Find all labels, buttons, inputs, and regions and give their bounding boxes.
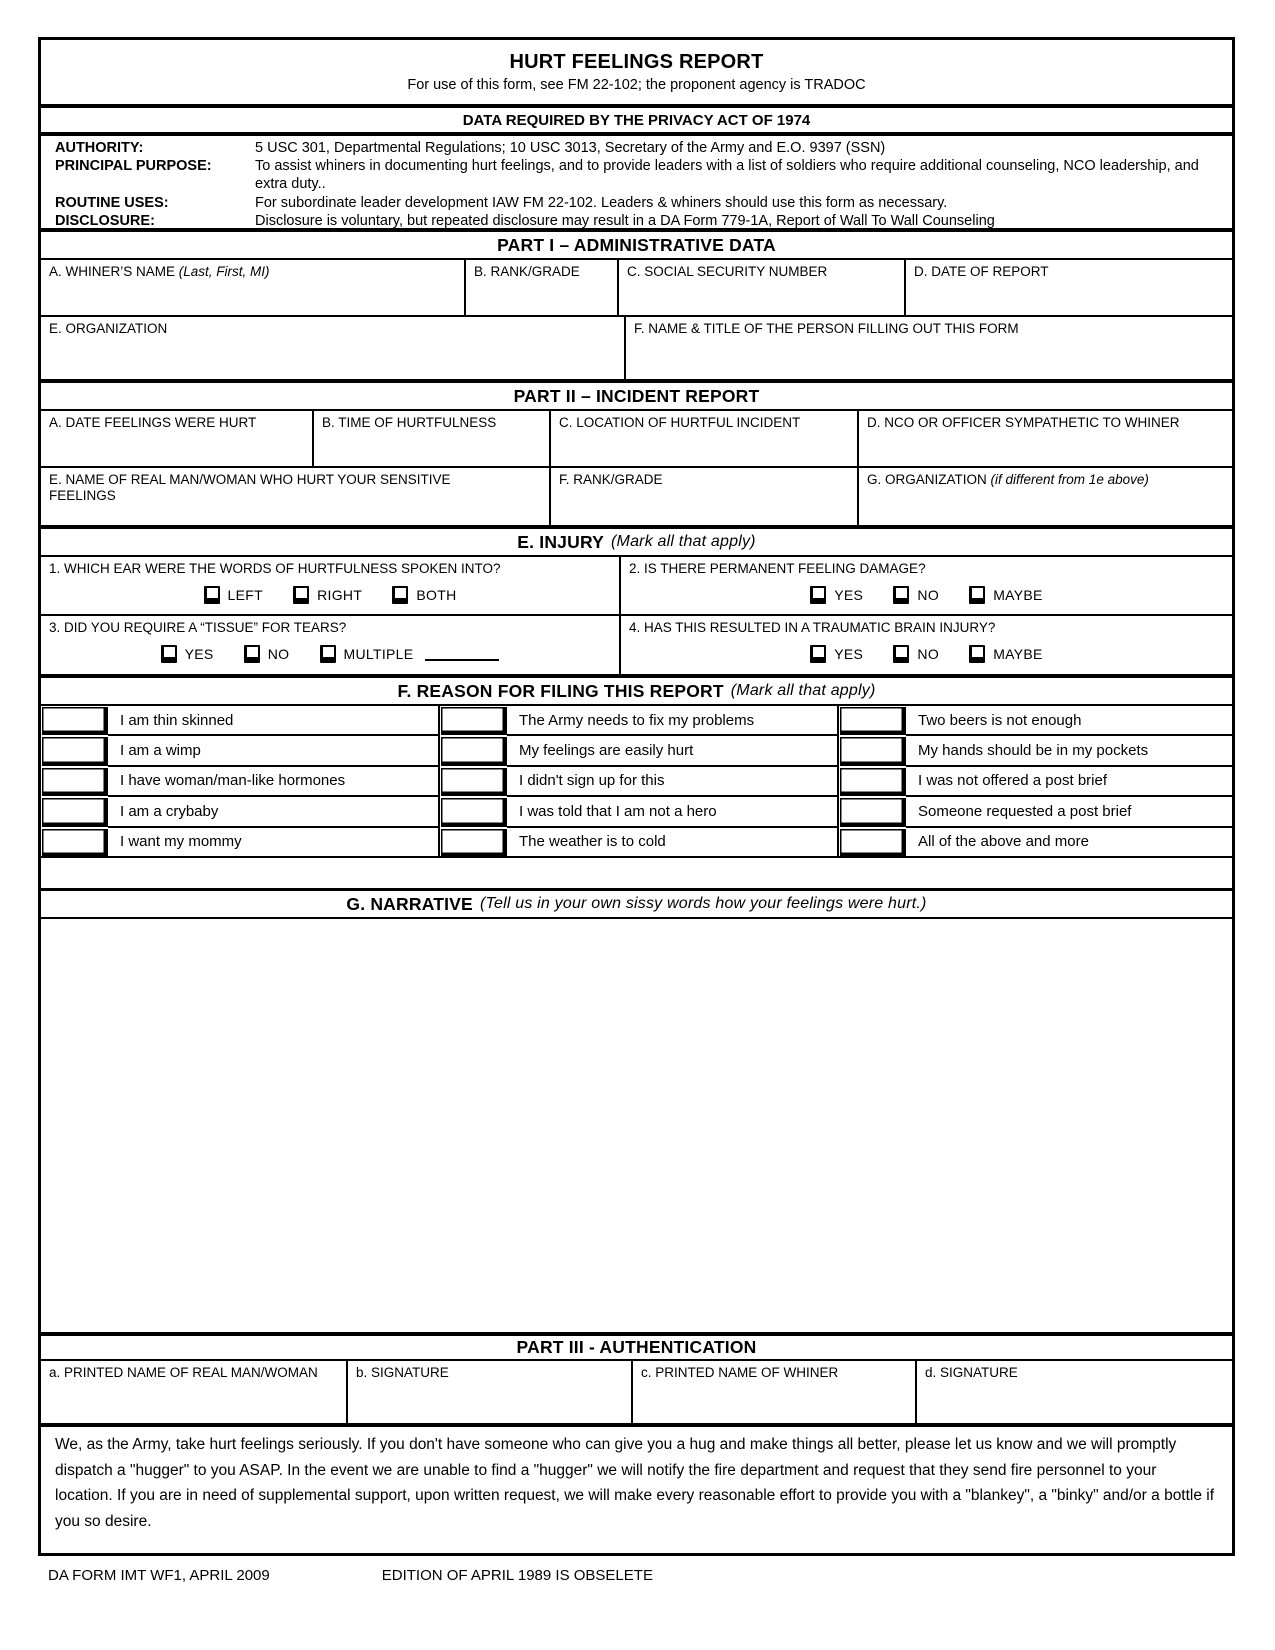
q1-right-checkbox[interactable] [293, 586, 309, 604]
reason-checkbox-r4c1[interactable] [441, 829, 507, 857]
edition-note: EDITION OF APRIL 1989 IS OBSELETE [381, 1567, 653, 1584]
q3-no-checkbox[interactable] [244, 645, 260, 663]
injury-q4-options [629, 645, 1224, 666]
real-man-printed-name-label: a. PRINTED NAME OF REAL MAN/WOMAN [49, 1365, 318, 1380]
form-title: HURT FEELINGS REPORT [509, 51, 764, 73]
q1-both-checkbox[interactable] [392, 586, 408, 604]
reason-checkbox-r0c0[interactable] [42, 707, 108, 735]
reason-title-note: (Mark all that apply) [730, 682, 876, 699]
ssn-label: C. SOCIAL SECURITY NUMBER [627, 264, 828, 279]
privacy-act-title: DATA REQUIRED BY THE PRIVACY ACT OF 1974 [462, 111, 811, 129]
q1-left-checkbox[interactable] [204, 586, 220, 604]
hurter-organization-label: G. ORGANIZATION [867, 472, 987, 487]
principal-purpose-value: To assist whiners in documenting hurt feelings, and to provide leaders with a list of soldiers who require additional counseling, NCO leadership, and extra duty.. [255, 158, 1199, 193]
reason-checkbox-r2c0[interactable] [42, 768, 108, 796]
reason-checkbox-r3c1[interactable] [441, 798, 507, 826]
reason-checkbox-r2c2[interactable] [840, 768, 906, 796]
date-feelings-hurt-field[interactable] [41, 411, 314, 466]
hurter-organization-note: (if different from 1e above) [990, 472, 1149, 487]
form-subtitle: For use of this form, see FM 22-102; the proponent agency is TRADOC [407, 77, 866, 93]
q4-no-label: NO [917, 646, 940, 662]
reason-blank-strip [41, 856, 1232, 888]
reason-label: My hands should be in my pockets [906, 736, 1232, 766]
hugger-note-box [41, 1423, 1232, 1553]
reason-header [41, 674, 1232, 704]
whiners-name-label: A. WHINER’S NAME [49, 264, 176, 279]
part1-row1 [41, 258, 1232, 315]
date-of-report-label: D. DATE OF REPORT [914, 264, 1049, 279]
organization-label: E. ORGANIZATION [49, 321, 168, 336]
filler-name-title-field[interactable] [626, 317, 1232, 379]
part1-row2 [41, 315, 1232, 379]
reason-label: I want my mommy [108, 828, 440, 858]
reason-label: The Army needs to fix my problems [507, 706, 839, 736]
time-of-hurtfulness-field[interactable] [314, 411, 551, 466]
routine-uses-label: ROUTINE USES: [55, 194, 169, 211]
injury-q4-cell [621, 616, 1232, 674]
q3-multiple-label: MULTIPLE [343, 646, 414, 662]
reason-label: I was not offered a post brief [906, 767, 1232, 797]
part3-header [41, 1332, 1232, 1359]
injury-q1-text: 1. WHICH EAR WERE THE WORDS OF HURTFULNESS SPOKEN INTO? [49, 561, 501, 576]
reason-label: I am a wimp [108, 736, 440, 766]
whiner-signature-label: d. SIGNATURE [925, 1365, 1018, 1380]
reason-label: The weather is to cold [507, 828, 839, 858]
reason-label: I didn't sign up for this [507, 767, 839, 797]
reason-checkbox-r3c0[interactable] [42, 798, 108, 826]
hurter-name-label: E. NAME OF REAL MAN/WOMAN WHO HURT YOUR SENSITIVE FEELINGS [49, 472, 451, 503]
q2-no-checkbox[interactable] [893, 586, 909, 604]
hurter-organization-field[interactable] [859, 468, 1232, 525]
q4-yes-checkbox[interactable] [810, 645, 826, 663]
whiners-name-note: (Last, First, MI) [178, 264, 270, 279]
injury-q3-cell [41, 616, 621, 674]
narrative-header [41, 888, 1232, 917]
q3-no-label: NO [267, 646, 290, 662]
authority-value: 5 USC 301, Departmental Regulations; 10 USC 3013, Secretary of the Army and E.O. 9397 (SSN) [255, 140, 886, 156]
reason-label: I am thin skinned [108, 706, 440, 736]
q2-maybe-label: MAYBE [993, 587, 1043, 603]
reason-title: F. REASON FOR FILING THIS REPORT [397, 680, 724, 701]
part3-row [41, 1359, 1232, 1423]
q4-maybe-label: MAYBE [993, 646, 1043, 662]
reason-label: Someone requested a post brief [906, 797, 1232, 827]
injury-q3-options [49, 645, 611, 666]
narrative-title: G. NARRATIVE [346, 893, 473, 914]
injury-q4-text: 4. HAS THIS RESULTED IN A TRAUMATIC BRAIN INJURY? [629, 620, 996, 635]
hugger-note-text: We, as the Army, take hurt feelings seriously. If you don't have someone who can give you a hug and make things all better, please let us know and we will promptly dispatch a "hugger" to you ASAP. In the event we are unable to find a "hugger" we will notify the fire department and request that they send fire personnel to your location. If you are in need of supplemental support, upon written request, we will make every reasonable effort to provide you with a "blankey", a "binky" and/or a bottle if you so desire. [55, 1436, 1215, 1530]
real-man-printed-name-field[interactable] [41, 1361, 348, 1423]
q3-yes-checkbox[interactable] [161, 645, 177, 663]
reason-checkbox-r4c2[interactable] [840, 829, 906, 857]
whiner-printed-name-field[interactable] [633, 1361, 917, 1423]
q4-no-checkbox[interactable] [893, 645, 909, 663]
injury-header [41, 525, 1232, 555]
part2-title: PART II – INCIDENT REPORT [513, 385, 760, 406]
rank-grade-field[interactable] [466, 260, 619, 315]
injury-q2-text: 2. IS THERE PERMANENT FEELING DAMAGE? [629, 561, 926, 576]
injury-title-note: (Mark all that apply) [611, 533, 756, 550]
injury-q1-cell [41, 557, 621, 614]
ssn-field[interactable] [619, 260, 906, 315]
organization-field[interactable] [41, 317, 626, 379]
whiner-printed-name-label: c. PRINTED NAME OF WHINER [641, 1365, 839, 1380]
reason-label: All of the above and more [906, 828, 1232, 858]
date-feelings-hurt-label: A. DATE FEELINGS WERE HURT [49, 415, 257, 430]
part2-header [41, 379, 1232, 409]
disclosure-label: DISCLOSURE: [55, 212, 155, 229]
q4-yes-label: YES [834, 646, 864, 662]
date-of-report-field[interactable] [906, 260, 1232, 315]
form-number: DA FORM IMT WF1, APRIL 2009 [48, 1567, 270, 1584]
real-man-signature-field[interactable] [348, 1361, 633, 1423]
routine-uses-value: For subordinate leader development IAW FM 22-102. Leaders & whiners should use this form as necessary. [255, 194, 948, 211]
injury-row2 [41, 614, 1232, 674]
q1-both-label: BOTH [416, 587, 457, 603]
disclosure-value: Disclosure is voluntary, but repeated disclosure may result in a DA Form 779-1A, Report of Wall To Wall Counseling [255, 212, 995, 229]
q1-left-label: LEFT [227, 587, 263, 603]
hurter-rank-grade-field[interactable] [551, 468, 859, 525]
q2-no-label: NO [917, 587, 940, 603]
q3-yes-label: YES [184, 646, 214, 662]
q4-maybe-checkbox[interactable] [969, 645, 985, 663]
whiner-signature-field[interactable] [917, 1361, 1232, 1423]
injury-q3-text: 3. DID YOU REQUIRE A “TISSUE” FOR TEARS? [49, 620, 347, 635]
reason-checkbox-r3c2[interactable] [840, 798, 906, 826]
reason-label: My feelings are easily hurt [507, 736, 839, 766]
q2-yes-label: YES [834, 587, 864, 603]
reason-checkbox-r0c2[interactable] [840, 707, 906, 735]
injury-row1 [41, 555, 1232, 614]
rank-grade-label: B. RANK/GRADE [474, 264, 580, 279]
part2-row1 [41, 409, 1232, 466]
reason-checkbox-r1c0[interactable] [42, 737, 108, 765]
filler-name-title-label: F. NAME & TITLE OF THE PERSON FILLING OUT THIS FORM [634, 321, 1019, 336]
reason-label: I have woman/man-like hormones [108, 767, 440, 797]
injury-q2-cell [621, 557, 1232, 614]
injury-title: E. INJURY [517, 531, 605, 552]
whiners-name-field[interactable] [41, 260, 466, 315]
real-man-signature-label: b. SIGNATURE [356, 1365, 449, 1380]
privacy-act-body [41, 132, 1232, 228]
narrative-input[interactable] [41, 917, 1232, 1332]
part3-title: PART III - AUTHENTICATION [516, 1337, 757, 1357]
principal-purpose-label: PRINCIPAL PURPOSE: [55, 158, 212, 175]
authority-label: AUTHORITY: [55, 140, 144, 156]
form-number-line [48, 1567, 653, 1584]
hurter-name-field[interactable] [41, 468, 551, 525]
sympathetic-nco-field[interactable] [859, 411, 1232, 466]
reason-grid [41, 704, 1232, 856]
title-block [41, 40, 1232, 104]
sympathetic-nco-label: D. NCO OR OFFICER SYMPATHETIC TO WHINER [867, 415, 1180, 430]
q2-maybe-checkbox[interactable] [969, 586, 985, 604]
location-of-incident-label: C. LOCATION OF HURTFUL INCIDENT [559, 415, 801, 430]
reason-label: Two beers is not enough [906, 706, 1232, 736]
q1-right-label: RIGHT [317, 587, 363, 603]
reason-checkbox-r1c1[interactable] [441, 737, 507, 765]
reason-label: I am a crybaby [108, 797, 440, 827]
injury-q2-options [629, 586, 1224, 607]
q2-yes-checkbox[interactable] [810, 586, 826, 604]
reason-checkbox-r2c1[interactable] [441, 768, 507, 796]
reason-checkbox-r4c0[interactable] [42, 829, 108, 857]
reason-label: I was told that I am not a hero [507, 797, 839, 827]
privacy-act-bar [41, 104, 1232, 132]
hurt-feelings-report-form [38, 37, 1235, 1556]
location-of-incident-field[interactable] [551, 411, 859, 466]
part1-title: PART I – ADMINISTRATIVE DATA [497, 234, 776, 255]
q3-multiple-blank-line[interactable] [425, 647, 499, 661]
part1-header [41, 228, 1232, 258]
reason-checkbox-r1c2[interactable] [840, 737, 906, 765]
q3-multiple-checkbox[interactable] [320, 645, 336, 663]
hurter-rank-grade-label: F. RANK/GRADE [559, 472, 663, 487]
narrative-title-note: (Tell us in your own sissy words how your feelings were hurt.) [479, 895, 927, 912]
injury-q1-options [49, 586, 611, 607]
time-of-hurtfulness-label: B. TIME OF HURTFULNESS [322, 415, 497, 430]
part2-row2 [41, 466, 1232, 525]
reason-checkbox-r0c1[interactable] [441, 707, 507, 735]
